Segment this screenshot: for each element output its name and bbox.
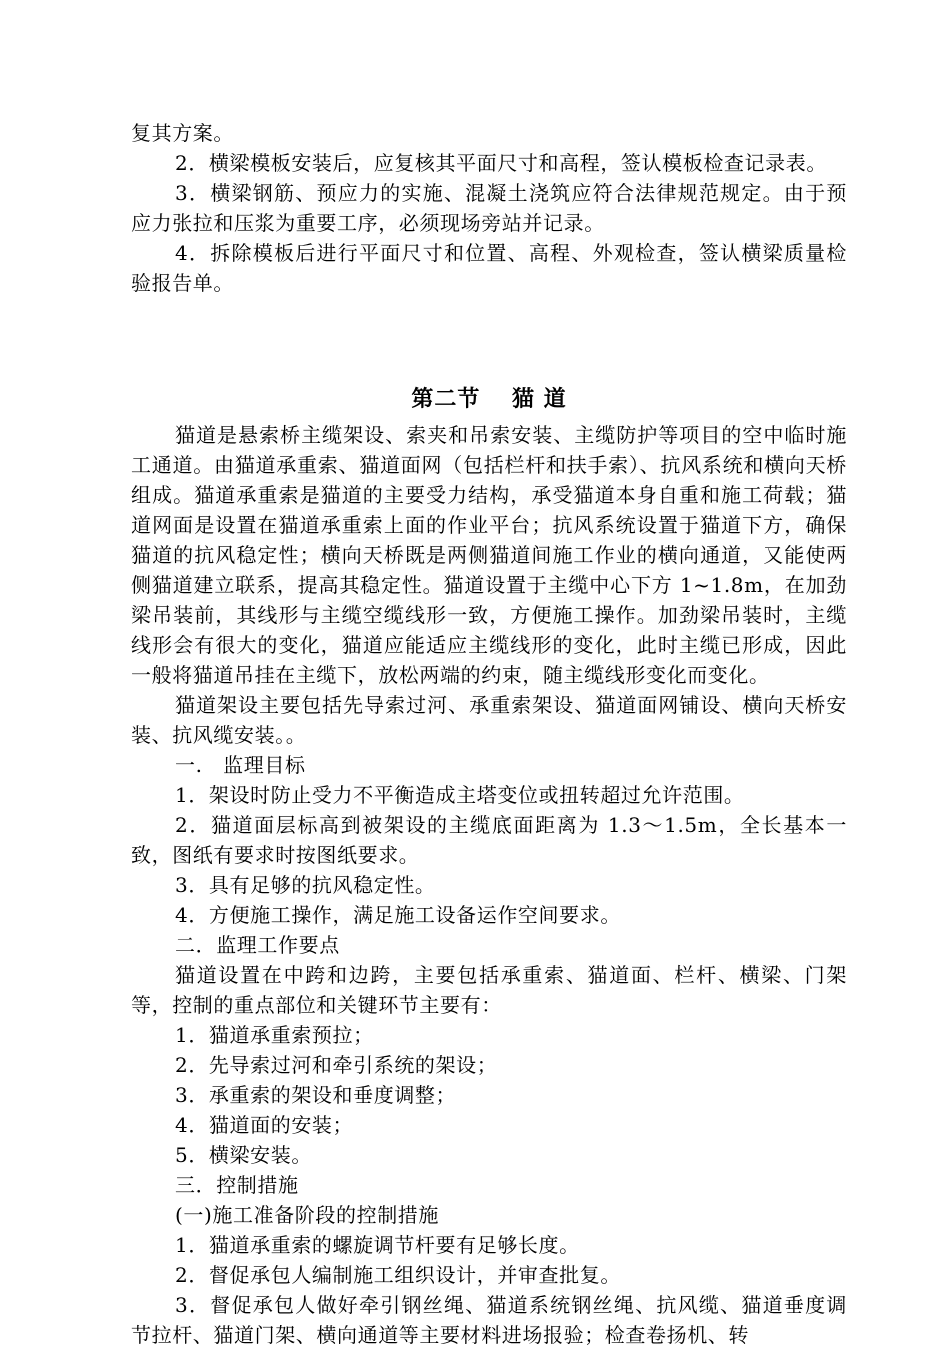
list-item: 5．横梁安装。 bbox=[175, 1143, 312, 1167]
subheading-preparation-stage: (一)施工准备阶段的控制措施 bbox=[175, 1203, 440, 1227]
paragraph: 3．横梁钢筋、预应力的实施、混凝土浇筑应符合法律规范规定。由于预应力张拉和压浆为重要工序，必须现场旁站并记录。 bbox=[131, 181, 847, 235]
list-item: 3．具有足够的抗风稳定性。 bbox=[175, 873, 436, 897]
paragraph: 2．横梁模板安装后，应复核其平面尺寸和高程，签认模板检查记录表。 bbox=[175, 151, 827, 175]
section-spacer bbox=[131, 298, 847, 382]
paragraph: 猫道是悬索桥主缆架设、索夹和吊索安装、主缆防护等项目的空中临时施工通道。由猫道承重索、猫道面网（包括栏杆和扶手索）、抗风系统和横向天桥组成。猫道承重索是猫道的主要受力结构，承受猫道本身自重和施工荷载；猫道网面是设置在猫道承重索上面的作业平台；抗风系统设置于猫道下方，确保猫道的抗风稳定性；横向天桥既是两侧猫道间施工作业的横向通道，又能使两侧猫道建立联系，提高其稳定性。猫道设置于主缆中心下方 1~1.8m，在加劲梁吊装前，其线形与主缆空缆线形一致，方便施工操作。加劲梁吊装时，主缆线形会有很大的变化，猫道应能适应主缆线形的变化，此时主缆已形成，因此一般将猫道吊挂在主缆下，放松两端的约束，随主缆线形变化而变化。 bbox=[131, 423, 847, 687]
list-item: 2．督促承包人编制施工组织设计，并审查批复。 bbox=[175, 1263, 621, 1287]
paragraphs-after bbox=[131, 420, 847, 1350]
document-page bbox=[131, 118, 847, 1350]
paragraph: 4．拆除模板后进行平面尺寸和位置、高程、外观检查，签认横梁质量检验报告单。 bbox=[131, 241, 847, 295]
list-item: 1．架设时防止受力不平衡造成主塔变位或扭转超过允许范围。 bbox=[175, 783, 745, 807]
section-title: 第二节 猫 道 bbox=[411, 386, 567, 412]
list-item: 1．猫道承重索的螺旋调节杆要有足够长度。 bbox=[175, 1233, 580, 1257]
list-item: 3．督促承包人做好牵引钢丝绳、猫道系统钢丝绳、抗风缆、猫道垂度调节拉杆、猫道门架、横向通道等主要材料进场报验；检查卷扬机、转 bbox=[131, 1293, 847, 1347]
list-item: 3．承重索的架设和垂度调整； bbox=[175, 1083, 457, 1107]
list-item: 4．方便施工操作，满足施工设备运作空间要求。 bbox=[175, 903, 621, 927]
list-item: 1．猫道承重索预拉； bbox=[175, 1023, 374, 1047]
list-item: 4．猫道面的安装； bbox=[175, 1113, 354, 1137]
list-item: 2．先导索过河和牵引系统的架设； bbox=[175, 1053, 498, 1077]
heading-objectives: 一. 监理目标 bbox=[175, 753, 306, 777]
paragraph: 复其方案。 bbox=[131, 121, 234, 145]
list-item: 2．猫道面层标高到被架设的主缆底面距离为 1.3～1.5m，全长基本一致，图纸有要求时按图纸要求。 bbox=[131, 813, 847, 867]
paragraph: 猫道设置在中跨和边跨，主要包括承重索、猫道面、栏杆、横梁、门架等，控制的重点部位和关键环节主要有： bbox=[131, 963, 847, 1017]
heading-key-points: 二．监理工作要点 bbox=[175, 933, 340, 957]
paragraph: 猫道架设主要包括先导索过河、承重索架设、猫道面网铺设、横向天桥安装、抗风缆安装。。 bbox=[131, 693, 847, 747]
heading-control-measures: 三．控制措施 bbox=[175, 1173, 299, 1197]
paragraphs-before bbox=[131, 118, 847, 298]
